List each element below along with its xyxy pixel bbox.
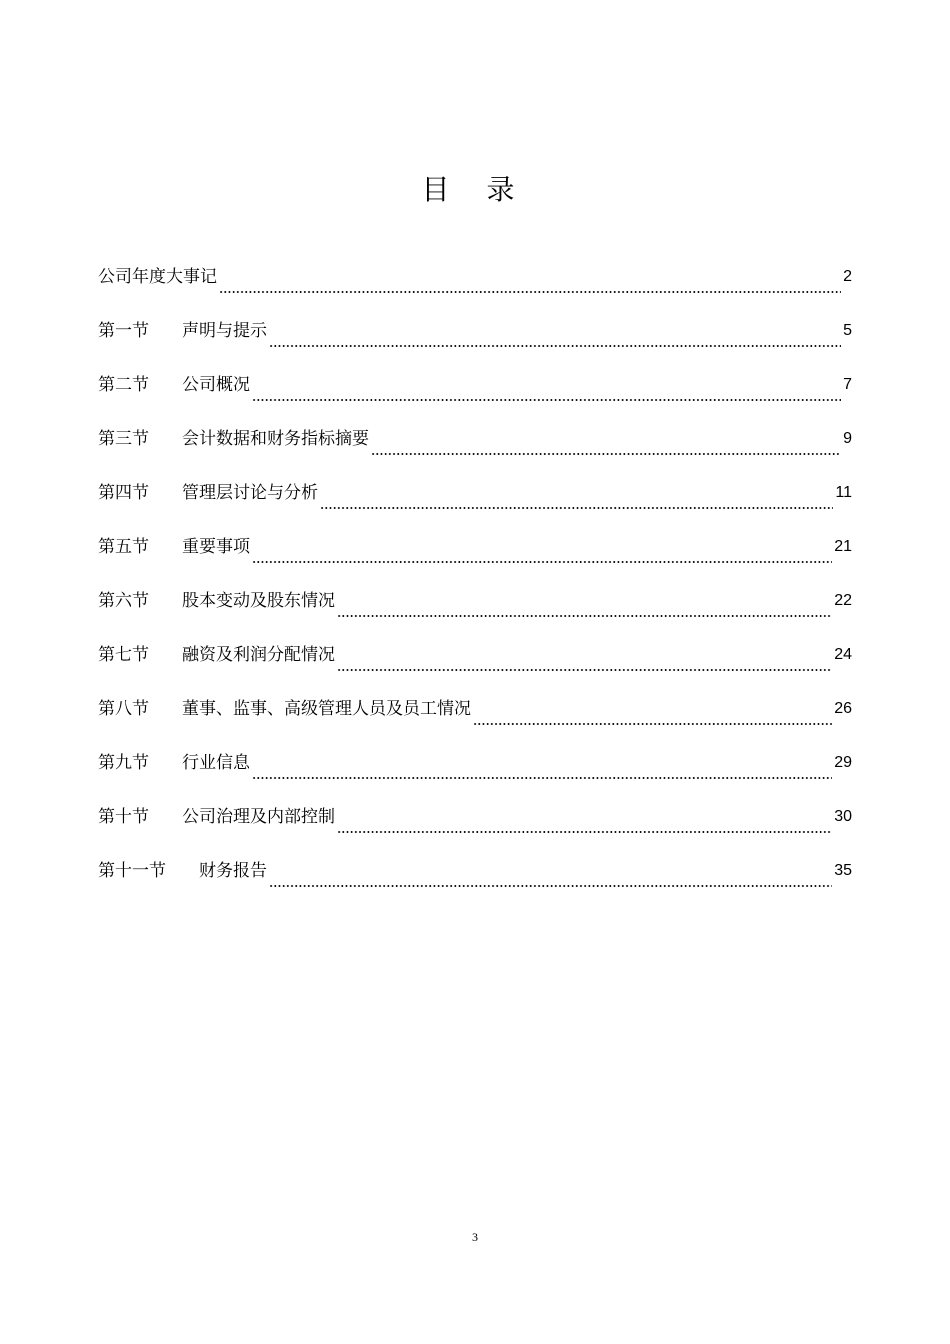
toc-entry-section: 第九节	[98, 753, 149, 773]
toc-title: 目 录	[421, 173, 529, 206]
toc-entry-page: 11	[835, 484, 852, 501]
toc-entry-page: 24	[834, 646, 852, 663]
toc-entry-name: 董事、监事、高级管理人员及员工情况	[182, 699, 471, 719]
toc-entry-page: 7	[843, 376, 852, 393]
toc-entry-page: 5	[843, 322, 852, 339]
toc-entry[interactable]	[98, 240, 852, 294]
toc-entry-name: 融资及利润分配情况	[182, 645, 335, 665]
toc-entry[interactable]	[98, 564, 852, 618]
dot-leader	[219, 264, 841, 294]
toc-entry-section: 第四节	[98, 483, 149, 503]
toc-entry[interactable]	[98, 456, 852, 510]
toc-entry-name: 重要事项	[182, 537, 250, 557]
dot-leader	[337, 804, 832, 834]
toc-entry[interactable]	[98, 618, 852, 672]
toc-entry-page: 9	[843, 430, 852, 447]
dot-leader	[337, 642, 832, 672]
dot-leader	[337, 588, 832, 618]
dot-leader	[320, 480, 833, 510]
toc-entry-name: 行业信息	[182, 753, 250, 773]
toc-entry-section: 第二节	[98, 375, 149, 395]
dot-leader	[269, 318, 841, 348]
toc-entry[interactable]	[98, 672, 852, 726]
toc-entry[interactable]	[98, 294, 852, 348]
toc-entry-name: 管理层讨论与分析	[182, 483, 318, 503]
toc-entry-name: 声明与提示	[182, 321, 267, 341]
dot-leader	[252, 534, 832, 564]
toc-entry-page: 29	[834, 754, 852, 771]
toc-entry-section: 第八节	[98, 699, 149, 719]
toc-entry-page: 2	[843, 268, 852, 285]
toc-entry-section: 第十一节	[98, 861, 166, 881]
toc-entry[interactable]	[98, 510, 852, 564]
toc-entry-name: 会计数据和财务指标摘要	[182, 429, 369, 449]
dot-leader	[252, 750, 832, 780]
toc-entry[interactable]	[98, 726, 852, 780]
toc-list	[98, 240, 852, 888]
toc-entry-section: 第七节	[98, 645, 149, 665]
dot-leader	[252, 372, 841, 402]
toc-entry-name: 公司治理及内部控制	[182, 807, 335, 827]
toc-entry-page: 30	[834, 808, 852, 825]
toc-entry-page: 35	[834, 862, 852, 879]
toc-entry[interactable]	[98, 348, 852, 402]
toc-entry-page: 21	[834, 538, 852, 555]
toc-entry[interactable]	[98, 834, 852, 888]
toc-entry-name: 公司年度大事记	[98, 267, 217, 287]
dot-leader	[269, 858, 832, 888]
dot-leader	[473, 696, 832, 726]
toc-entry[interactable]	[98, 402, 852, 456]
toc-entry[interactable]	[98, 780, 852, 834]
toc-entry-name: 公司概况	[182, 375, 250, 395]
toc-entry-section: 第三节	[98, 429, 149, 449]
toc-entry-section: 第五节	[98, 537, 149, 557]
toc-entry-section: 第六节	[98, 591, 149, 611]
dot-leader	[371, 426, 841, 456]
toc-entry-section: 第一节	[98, 321, 149, 341]
toc-entry-section: 第十节	[98, 807, 149, 827]
page-number: 3	[472, 1230, 478, 1244]
toc-entry-page: 26	[834, 700, 852, 717]
toc-entry-name: 股本变动及股东情况	[182, 591, 335, 611]
toc-entry-page: 22	[834, 592, 852, 609]
toc-entry-name: 财务报告	[199, 861, 267, 881]
